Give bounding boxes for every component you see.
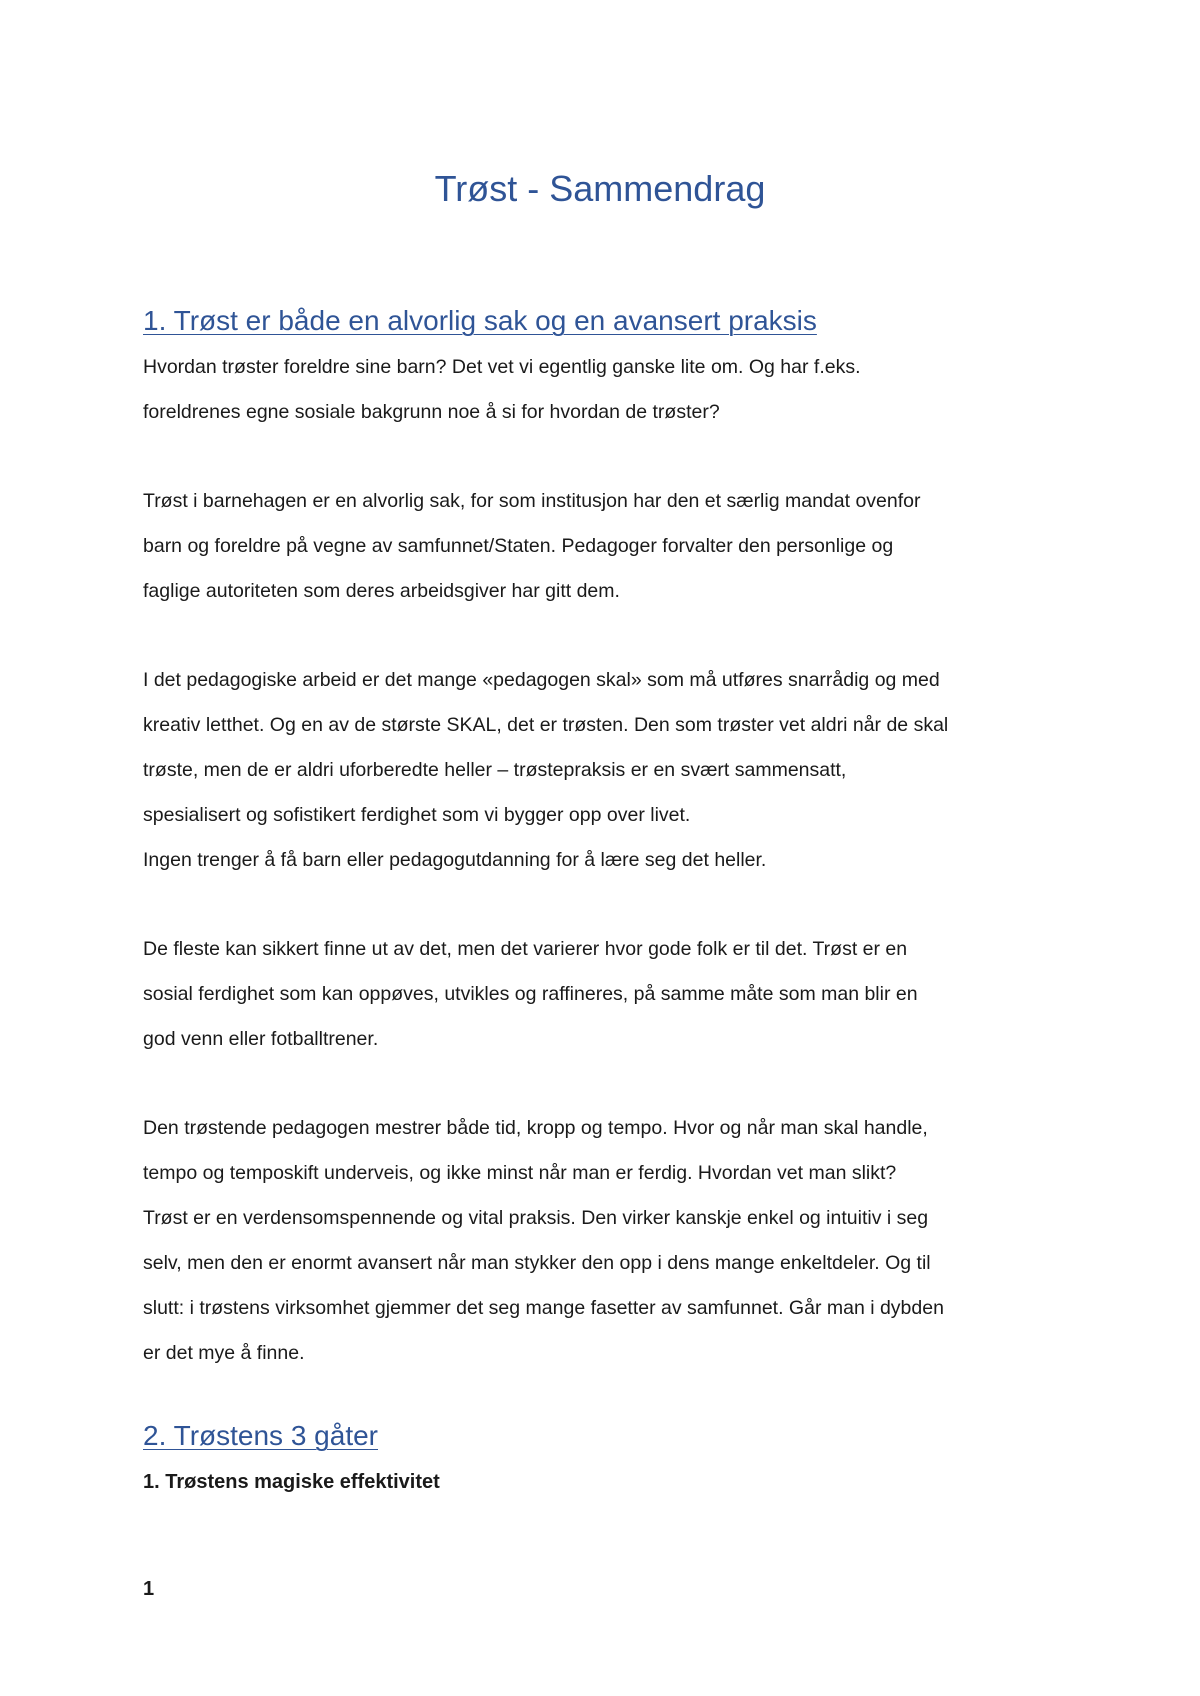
paragraph-5: [143, 1106, 1073, 1376]
text-line: Ingen trenger å få barn eller pedagogutdanning for å lære seg det heller.: [143, 849, 767, 871]
text-line: tempo og temposkift underveis, og ikke minst når man er ferdig. Hvordan vet man slikt?: [143, 1162, 897, 1184]
paragraph-4: [143, 927, 1073, 1062]
text-line: spesialisert og sofistikert ferdighet som vi bygger opp over livet.: [143, 804, 691, 826]
text-line: Hvordan trøster foreldre sine barn? Det vet vi egentlig ganske lite om. Og har f.eks.: [143, 356, 861, 378]
text-line: faglige autoriteten som deres arbeidsgiver har gitt dem.: [143, 580, 620, 602]
text-line: I det pedagogiske arbeid er det mange «pedagogen skal» som må utføres snarrådig og med: [143, 669, 940, 691]
text-line: trøste, men de er aldri uforberedte heller – trøstepraksis er en svært sammensatt,: [143, 759, 847, 781]
text-line: er det mye å finne.: [143, 1342, 305, 1364]
text-line: god venn eller fotballtrener.: [143, 1028, 379, 1050]
paragraph-2: [143, 479, 1073, 614]
text-line: foreldrenes egne sosiale bakgrunn noe å si for hvordan de trøster?: [143, 401, 720, 423]
document-body: [143, 305, 1073, 1502]
text-line: kreativ letthet. Og en av de største SKAL, det er trøsten. Den som trøster vet aldri når de skal: [143, 714, 949, 736]
document-title: Trøst - Sammendrag: [434, 168, 766, 209]
text-line: Trøst er en verdensomspennende og vital praksis. Den virker kanskje enkel og intuitiv i seg: [143, 1207, 929, 1229]
text-line: slutt: i trøstens virksomhet gjemmer det seg mange fasetter av samfunnet. Går man i dybden: [143, 1297, 944, 1319]
text-line: sosial ferdighet som kan oppøves, utvikles og raffineres, på samme måte som man blir en: [143, 983, 918, 1005]
section-2-subheading: 1. Trøstens magiske effektivitet: [143, 1471, 440, 1493]
text-line: Den trøstende pedagogen mestrer både tid, kropp og tempo. Hvor og når man skal handle,: [143, 1117, 928, 1139]
text-line: selv, men den er enormt avansert når man stykker den opp i dens mange enkeltdeler. Og til: [143, 1252, 931, 1274]
section-1-heading: 1. Trøst er både en alvorlig sak og en avansert praksis: [143, 305, 817, 336]
text-line: barn og foreldre på vegne av samfunnet/Staten. Pedagoger forvalter den personlige og: [143, 535, 894, 557]
text-line: De fleste kan sikkert finne ut av det, men det varierer hvor gode folk er til det. Trøst er en: [143, 938, 908, 960]
page-number: 1: [143, 1578, 155, 1600]
section-2-heading: 2. Trøstens 3 gåter: [143, 1420, 378, 1451]
text-line: Trøst i barnehagen er en alvorlig sak, for som institusjon har den et særlig mandat ovenfor: [143, 490, 921, 512]
paragraph-3: [143, 658, 1073, 883]
paragraph-1: [143, 345, 1073, 435]
